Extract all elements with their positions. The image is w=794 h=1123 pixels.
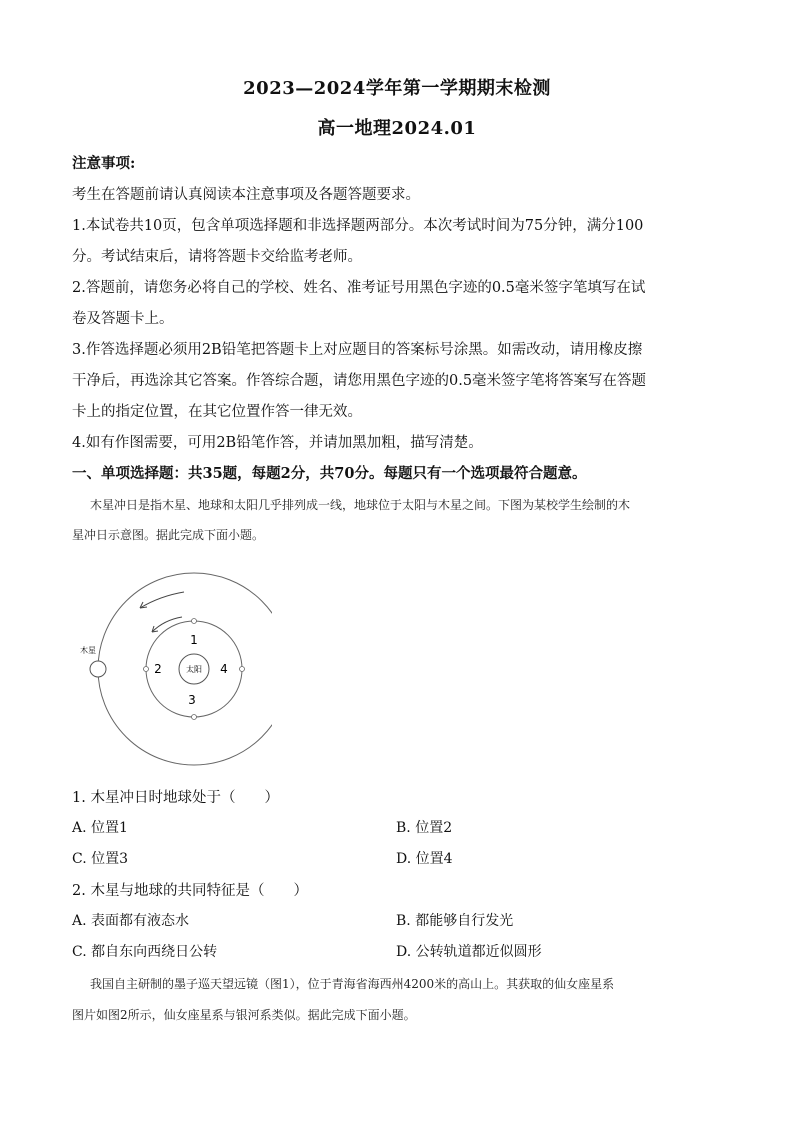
question-1-option-a[interactable]: A. 位置1 [72, 820, 128, 836]
question-2-option-c[interactable]: C. 都自东向西绕日公转 [72, 944, 218, 960]
question-2-option-b[interactable]: B. 都能够自行发光 [396, 913, 514, 929]
notice-line: 考生在答题前请认真阅读本注意事项及各题答题要求。 [72, 187, 420, 203]
sun-label: 太阳 [186, 665, 202, 674]
question-1-option-c[interactable]: C. 位置3 [72, 851, 129, 867]
question-2-option-a[interactable]: A. 表面都有液态水 [72, 913, 190, 929]
position-2-marker [144, 667, 149, 672]
question-1-stem: 1. 木星冲日时地球处于（ ） [72, 790, 279, 806]
position-3-marker [192, 715, 197, 720]
notice-line: 卷及答题卡上。 [72, 311, 174, 327]
notice-line: 2.答题前，请您务必将自己的学校、姓名、准考证号用黑色字迹的0.5毫米签字笔填写在试 [72, 280, 646, 296]
page-title: 2023—2024学年第一学期期末检测 [243, 78, 551, 99]
passage-line: 图片如图2所示，仙女座星系与银河系类似。据此完成下面小题。 [72, 1008, 416, 1022]
section-heading: 一、单项选择题：共35题，每题2分，共70分。每题只有一个选项最符合题意。 [72, 465, 587, 482]
jupiter-circle [90, 661, 106, 677]
question-1-option-d[interactable]: D. 位置4 [396, 851, 453, 867]
position-4-marker [240, 667, 245, 672]
position-4-label: 4 [220, 662, 228, 676]
jupiter-opposition-diagram [72, 568, 272, 778]
outer-arrow [140, 592, 184, 608]
outer-orbit [98, 573, 272, 765]
notice-heading: 注意事项: [72, 155, 136, 172]
position-3-label: 3 [188, 693, 196, 707]
notice-line: 卡上的指定位置，在其它位置作答一律无效。 [72, 404, 362, 420]
position-2-label: 2 [154, 662, 162, 676]
passage-line: 木星冲日是指木星、地球和太阳几乎排列成一线，地球位于太阳与木星之间。下图为某校学生绘制的木 [90, 498, 631, 512]
position-1-marker [192, 619, 197, 624]
passage-line: 星冲日示意图。据此完成下面小题。 [72, 528, 265, 542]
question-2-stem: 2. 木星与地球的共同特征是（ ） [72, 883, 308, 899]
position-1-label: 1 [190, 633, 198, 647]
notice-line: 1.本试卷共10页，包含单项选择题和非选择题两部分。本次考试时间为75分钟，满分100 [72, 218, 644, 234]
page-subtitle: 高一地理2024.01 [317, 118, 477, 139]
question-2-option-d[interactable]: D. 公转轨道都近似圆形 [396, 944, 542, 960]
notice-line: 干净后，再选涂其它答案。作答综合题，请您用黑色字迹的0.5毫米签字笔将答案写在答题 [72, 373, 647, 389]
notice-line: 3.作答选择题必须用2B铅笔把答题卡上对应题目的答案标号涂黑。如需改动，请用橡皮擦 [72, 342, 643, 358]
question-1-option-b[interactable]: B. 位置2 [396, 820, 453, 836]
jupiter-label: 木星 [80, 646, 96, 655]
notice-line: 分。考试结束后，请将答题卡交给监考老师。 [72, 249, 362, 265]
notice-line: 4.如有作图需要，可用2B铅笔作答，并请加黑加粗，描写清楚。 [72, 435, 483, 451]
passage-line: 我国自主研制的墨子巡天望远镜（图1），位于青海省海西州4200米的高山上。其获取的仙女座星系 [90, 977, 615, 991]
